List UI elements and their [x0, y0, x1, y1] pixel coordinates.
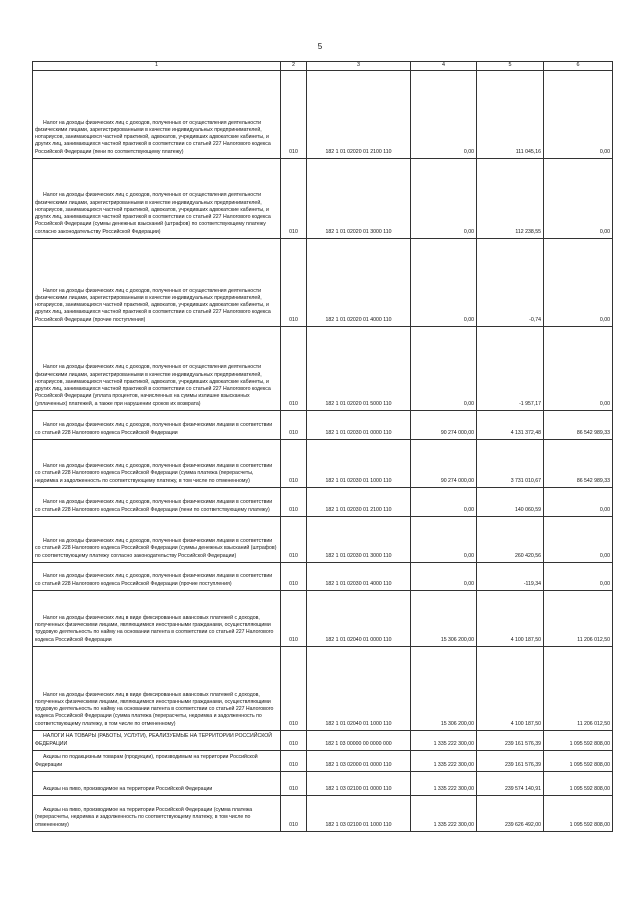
column-header: 2: [281, 62, 307, 71]
row-budget-code-cell: 182 1 01 02020 01 4000 110: [325, 316, 392, 323]
table-row: [33, 517, 613, 563]
row-line-code-cell: 010: [289, 316, 298, 323]
column-header: 3: [307, 62, 411, 71]
table-row: [33, 488, 613, 517]
row-approved-value-cell: 1 335 222 300,00: [433, 821, 474, 828]
table-row: [33, 772, 613, 796]
row-executed-value-cell: 4 100 187,50: [510, 636, 541, 643]
table-row: [33, 751, 613, 772]
row-approved-value-cell: 1 335 222 300,00: [433, 761, 474, 768]
row-name-cell: Налог на доходы физических лиц с доходов, полученных физическими лицами в соответствии со статьей 228 Налогового кодекса Российской Федерации: [35, 422, 273, 436]
row-name-cell: Налог на доходы физических лиц с доходов, полученных от осуществления деятельности физическими лицами, зарегистрированными в качестве индивидуальных предпринимателей, нотариусов, занимающихся частной практикой, адвокатов, учредивших адвокатские кабинеты, и других лиц, занимающихся частной практикой в соответствии со статьей 227 Налогового кодекса Российской Федерации (уплата процентов, начисленных на суммы излишне взысканных (уплаченных) платежей, а также при нарушении сроков их возврата): [35, 364, 271, 407]
row-line-code-cell: 010: [289, 761, 298, 768]
row-line-code-cell: 010: [289, 785, 298, 792]
row-budget-code-cell: 182 1 01 02030 01 4000 110: [325, 580, 392, 587]
row-executed-value-cell: 239 161 576,39: [504, 761, 541, 768]
row-executed-value-cell: 140 060,59: [515, 506, 541, 513]
row-executed-value-cell: -0,74: [529, 316, 541, 323]
row-line-code-cell: 010: [289, 506, 298, 513]
row-approved-value-cell: 0,00: [463, 148, 474, 155]
row-line-code-cell: 010: [289, 477, 298, 484]
row-unexecuted-value-cell: 0,00: [599, 552, 610, 559]
row-name-cell: Налог на доходы физических лиц с доходов, полученных от осуществления деятельности физическими лицами, зарегистрированными в качестве индивидуальных предпринимателей, нотариусов, занимающихся частной практикой, адвокатов, учредивших адвокатские кабинеты, и других лиц, занимающихся частной практикой в соответствии со статьей 227 Налогового кодекса Российской Федерации (пени по соответствующему платежу): [35, 119, 271, 155]
table-row: [33, 731, 613, 751]
row-name-cell: НАЛОГИ НА ТОВАРЫ (РАБОТЫ, УСЛУГИ), РЕАЛИЗУЕМЫЕ НА ТЕРРИТОРИИ РОССИЙСКОЙ ФЕДЕРАЦИИ: [35, 733, 272, 747]
table-row: [33, 327, 613, 411]
row-executed-value-cell: 111 045,16: [515, 148, 541, 155]
row-unexecuted-value-cell: 0,00: [599, 400, 610, 407]
row-unexecuted-value-cell: 86 542 989,33: [576, 429, 610, 436]
row-unexecuted-value-cell: 11 206 012,50: [577, 636, 610, 643]
row-executed-value-cell: -1 957,17: [519, 400, 541, 407]
row-line-code-cell: 010: [289, 552, 298, 559]
row-unexecuted-value-cell: 1 095 592 808,00: [569, 761, 610, 768]
row-name-cell: Налог на доходы физических лиц с доходов, полученных от осуществления деятельности физическими лицами, зарегистрированными в качестве индивидуальных предпринимателей, нотариусов, занимающихся частной практикой, адвокатов, учредивших адвокатские кабинеты, и других лиц, занимающихся частной практикой в соответствии со статьей 227 Налогового кодекса Российской Федерации (суммы денежных взысканий (штрафов) по соответствующему платежу согласно законодательству Российской Федерации): [35, 192, 271, 235]
row-approved-value-cell: 90 274 000,00: [440, 429, 474, 436]
row-name-cell: Налог на доходы физических лиц с доходов, полученных физическими лицами в соответствии со статьей 228 Налогового кодекса Российской Федерации (прочие поступления): [35, 573, 273, 587]
row-budget-code-cell: 182 1 01 02030 01 0000 110: [325, 429, 392, 436]
row-approved-value-cell: 15 306 200,00: [440, 720, 474, 727]
row-budget-code-cell: 182 1 01 02020 01 3000 110: [325, 228, 392, 235]
row-unexecuted-value-cell: 1 095 592 808,00: [569, 785, 610, 792]
column-number-row: [33, 62, 613, 71]
row-executed-value-cell: 239 626 492,00: [504, 821, 541, 828]
table-row: [33, 239, 613, 327]
row-budget-code-cell: 182 1 01 02030 01 1000 110: [325, 477, 392, 484]
row-unexecuted-value-cell: 1 095 592 808,00: [569, 740, 610, 747]
row-approved-value-cell: 0,00: [463, 316, 474, 323]
row-executed-value-cell: -119,34: [523, 580, 541, 587]
row-approved-value-cell: 0,00: [463, 506, 474, 513]
row-name-cell: Налог на доходы физических лиц с доходов, полученных физическими лицами в соответствии со статьей 228 Налогового кодекса Российской Федерации (сумма платежа (перерасчеты, недоимка и задолженность по соответствующему платежу, в том числе по отмененному): [35, 463, 273, 484]
income-report-table: [32, 61, 613, 832]
row-unexecuted-value-cell: 11 206 012,50: [577, 720, 610, 727]
row-approved-value-cell: 0,00: [463, 552, 474, 559]
row-budget-code-cell: 182 1 01 02040 01 0000 110: [325, 636, 392, 643]
row-line-code-cell: 010: [289, 740, 298, 747]
row-budget-code-cell: 182 1 03 02100 01 1000 110: [325, 821, 392, 828]
table-row: [33, 563, 613, 591]
row-executed-value-cell: 239 161 576,39: [504, 740, 541, 747]
row-name-cell: Акцизы на пиво, производимое на территории Российской Федерации (сумма платежа (перерасчеты, недоимка и задолженность по соответствующему платежу, в том числе по отмененному): [35, 807, 253, 828]
row-budget-code-cell: 182 1 03 02000 01 0000 110: [325, 761, 392, 768]
column-header: 5: [477, 62, 544, 71]
row-executed-value-cell: 239 574 140,91: [504, 785, 541, 792]
row-executed-value-cell: 260 420,56: [515, 552, 541, 559]
row-approved-value-cell: 15 306 200,00: [440, 636, 474, 643]
table-row: [33, 159, 613, 239]
row-unexecuted-value-cell: 0,00: [599, 148, 610, 155]
row-executed-value-cell: 3 731 010,67: [510, 477, 541, 484]
row-budget-code-cell: 182 1 01 02020 01 2100 110: [325, 148, 392, 155]
row-approved-value-cell: 0,00: [463, 580, 474, 587]
row-budget-code-cell: 182 1 03 00000 00 0000 000: [325, 740, 392, 747]
row-name-cell: Налог на доходы физических лиц с доходов, полученных физическими лицами в соответствии со статьей 228 Налогового кодекса Российской Федерации (пени по соответствующему платежу): [35, 499, 273, 513]
row-budget-code-cell: 182 1 01 02020 01 5000 110: [325, 400, 392, 407]
row-line-code-cell: 010: [289, 429, 298, 436]
table-row: [33, 591, 613, 647]
table-row: [33, 440, 613, 488]
row-executed-value-cell: 112 238,55: [515, 228, 541, 235]
row-name-cell: Налог на доходы физических лиц с доходов, полученных физическими лицами в соответствии со статьей 228 Налогового кодекса Российской Федерации (суммы денежных взысканий (штрафов) по соответствующему платежу согласно законодательству Российской Федерации): [35, 538, 277, 559]
row-approved-value-cell: 0,00: [463, 400, 474, 407]
row-unexecuted-value-cell: 0,00: [599, 228, 610, 235]
column-header: 6: [544, 62, 613, 71]
row-line-code-cell: 010: [289, 821, 298, 828]
table-row: [33, 796, 613, 832]
table-row: [33, 647, 613, 731]
row-budget-code-cell: 182 1 01 02040 01 1000 110: [325, 720, 392, 727]
row-budget-code-cell: 182 1 03 02100 01 0000 110: [325, 785, 392, 792]
row-line-code-cell: 010: [289, 148, 298, 155]
row-unexecuted-value-cell: 0,00: [599, 316, 610, 323]
row-name-cell: Налог на доходы физических лиц в виде фиксированных авансовых платежей с доходов, полученных физическими лицами, являющимися иностранными гражданами, осуществляющими трудовую деятельность по найму на основании патента в соответствии со статьей 227 Налогового кодекса Российской Федерации: [35, 614, 274, 643]
row-name-cell: Акцизы по подакцизным товарам (продукции), производимым на территории Российской Федерации: [35, 754, 258, 768]
row-name-cell: Акцизы на пиво, производимое на территории Российской Федерации: [43, 785, 213, 792]
row-unexecuted-value-cell: 86 542 989,33: [576, 477, 610, 484]
row-approved-value-cell: 90 274 000,00: [440, 477, 474, 484]
row-executed-value-cell: 4 100 187,50: [510, 720, 541, 727]
row-budget-code-cell: 182 1 01 02030 01 3000 110: [325, 552, 392, 559]
row-line-code-cell: 010: [289, 720, 298, 727]
row-line-code-cell: 010: [289, 400, 298, 407]
table-row: [33, 71, 613, 159]
row-line-code-cell: 010: [289, 580, 298, 587]
row-name-cell: Налог на доходы физических лиц с доходов, полученных от осуществления деятельности физическими лицами, зарегистрированными в качестве индивидуальных предпринимателей, нотариусов, занимающихся частной практикой, адвокатов, учредивших адвокатские кабинеты, и других лиц, занимающихся частной практикой в соответствии со статьей 227 Налогового кодекса Российской Федерации (прочие поступления): [35, 287, 271, 323]
row-line-code-cell: 010: [289, 636, 298, 643]
column-header: 1: [33, 62, 281, 71]
page-number: 5: [317, 42, 323, 51]
row-line-code-cell: 010: [289, 228, 298, 235]
row-unexecuted-value-cell: 0,00: [599, 506, 610, 513]
row-approved-value-cell: 1 335 222 300,00: [433, 785, 474, 792]
row-approved-value-cell: 1 335 222 300,00: [433, 740, 474, 747]
table-row: [33, 411, 613, 440]
column-header: 4: [411, 62, 477, 71]
row-unexecuted-value-cell: 0,00: [599, 580, 610, 587]
row-approved-value-cell: 0,00: [463, 228, 474, 235]
row-budget-code-cell: 182 1 01 02030 01 2100 110: [325, 506, 392, 513]
row-unexecuted-value-cell: 1 095 592 808,00: [569, 821, 610, 828]
row-executed-value-cell: 4 131 372,48: [510, 429, 541, 436]
row-name-cell: Налог на доходы физических лиц в виде фиксированных авансовых платежей с доходов, полученных физическими лицами, являющимися иностранными гражданами, осуществляющими трудовую деятельность по найму на основании патента в соответствии со статьей 227 Налогового кодекса Российской Федерации (сумма платежа (перерасчеты, недоимка и задолженность по соответствующему платежу, в том числе по отмененному): [35, 691, 274, 727]
